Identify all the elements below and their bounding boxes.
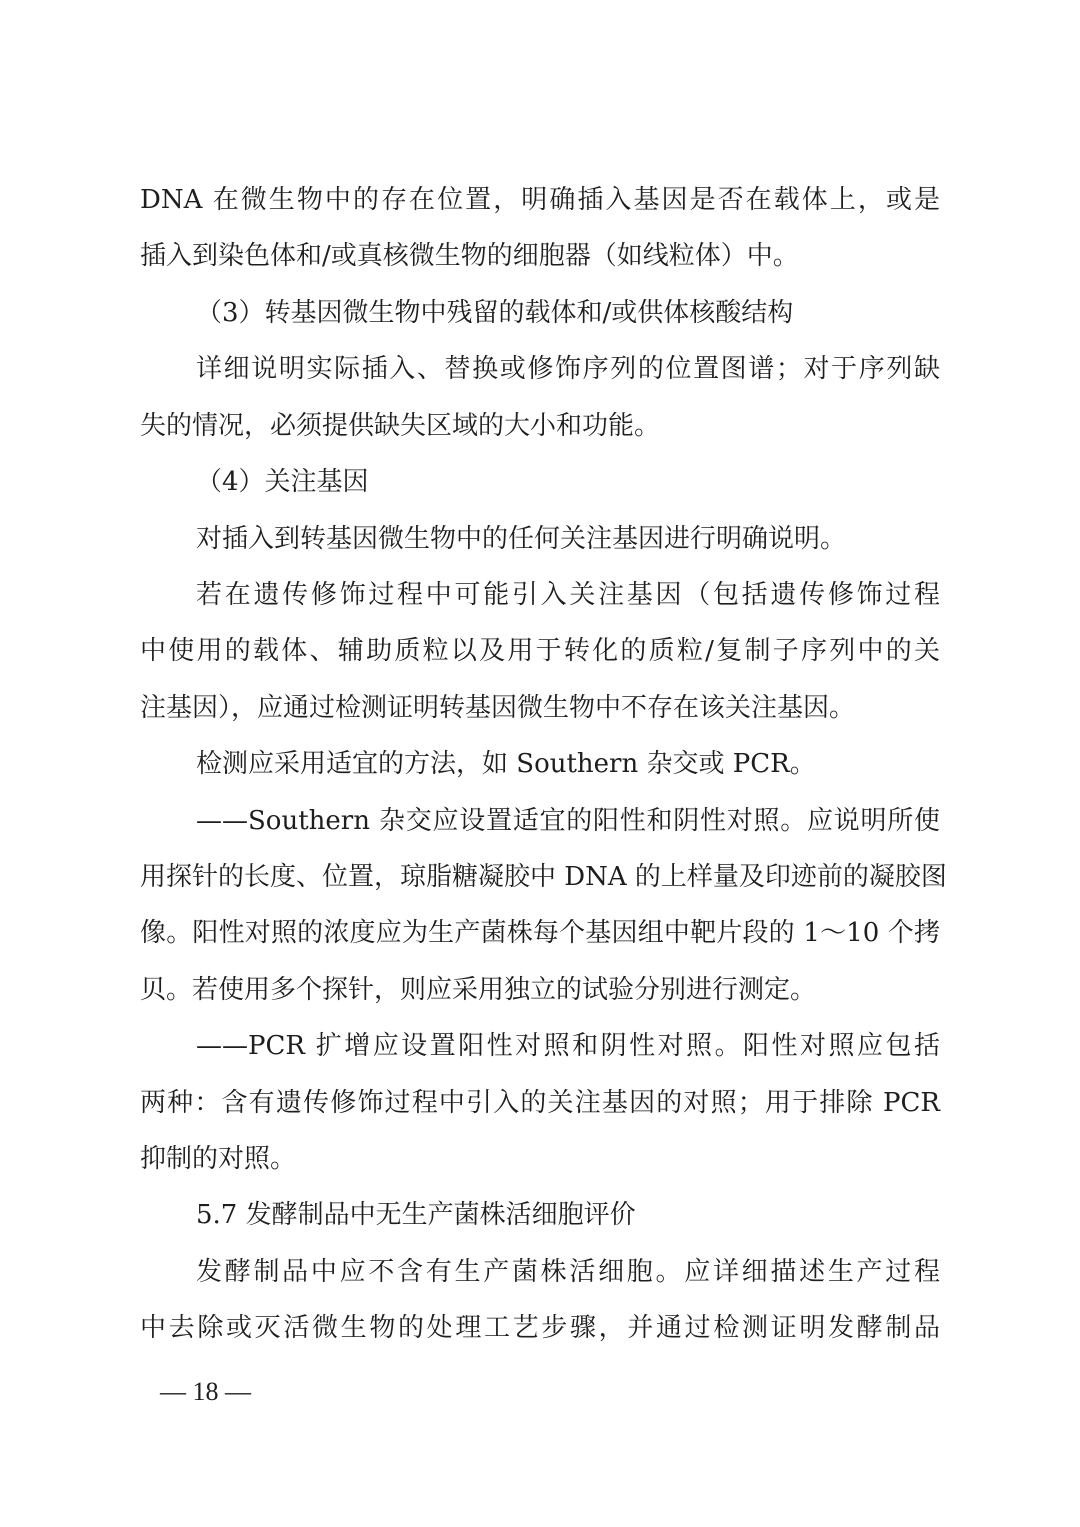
text-line-20: 发酵制品中应不含有生产菌株活细胞。应详细描述生产过程 bbox=[196, 1257, 940, 1287]
text-line-11: 检测应采用适宜的方法，如 Southern 杂交或 PCR。 bbox=[196, 749, 816, 779]
text-line-21: 中去除或灭活微生物的处理工艺步骤，并通过检测证明发酵制品 bbox=[140, 1313, 940, 1343]
text-line-16: ——PCR 扩增应设置阳性对照和阴性对照。阳性对照应包括 bbox=[196, 1031, 940, 1061]
section-heading-5-7: 5.7 发酵制品中无生产菌株活细胞评价 bbox=[196, 1200, 636, 1230]
text-line-13: 用探针的长度、位置，琼脂糖凝胶中 DNA 的上样量及印迹前的凝胶图 bbox=[140, 862, 947, 892]
text-line-5: 失的情况，必须提供缺失区域的大小和功能。 bbox=[140, 411, 661, 441]
section-heading-3: （3）转基因微生物中残留的载体和/或供体核酸结构 bbox=[196, 298, 794, 328]
text-line-10: 注基因），应通过检测证明转基因微生物中不存在该关注基因。 bbox=[140, 693, 856, 723]
text-line-1: DNA 在微生物中的存在位置，明确插入基因是否在载体上，或是 bbox=[140, 185, 940, 215]
text-line-12: ——Southern 杂交应设置适宜的阳性和阴性对照。应说明所使 bbox=[196, 806, 940, 836]
text-line-18: 抑制的对照。 bbox=[140, 1144, 297, 1174]
page-number: — 18 — bbox=[160, 1377, 251, 1406]
text-line-2: 插入到染色体和/或真核微生物的细胞器（如线粒体）中。 bbox=[140, 241, 799, 271]
text-line-14: 像。阳性对照的浓度应为生产菌株每个基因组中靶片段的 1～10 个拷 bbox=[140, 918, 940, 948]
text-line-15: 贝。若使用多个探针，则应采用独立的试验分别进行测定。 bbox=[140, 975, 817, 1005]
text-line-4: 详细说明实际插入、替换或修饰序列的位置图谱；对于序列缺 bbox=[196, 354, 940, 384]
text-line-9: 中使用的载体、辅助质粒以及用于转化的质粒/复制子序列中的关 bbox=[140, 636, 940, 666]
section-heading-4: （4）关注基因 bbox=[196, 467, 369, 497]
text-line-17: 两种：含有遗传修饰过程中引入的关注基因的对照；用于排除 PCR bbox=[140, 1088, 940, 1118]
text-line-7: 对插入到转基因微生物中的任何关注基因进行明确说明。 bbox=[196, 524, 847, 554]
text-line-8: 若在遗传修饰过程中可能引入关注基因（包括遗传修饰过程 bbox=[196, 580, 940, 610]
